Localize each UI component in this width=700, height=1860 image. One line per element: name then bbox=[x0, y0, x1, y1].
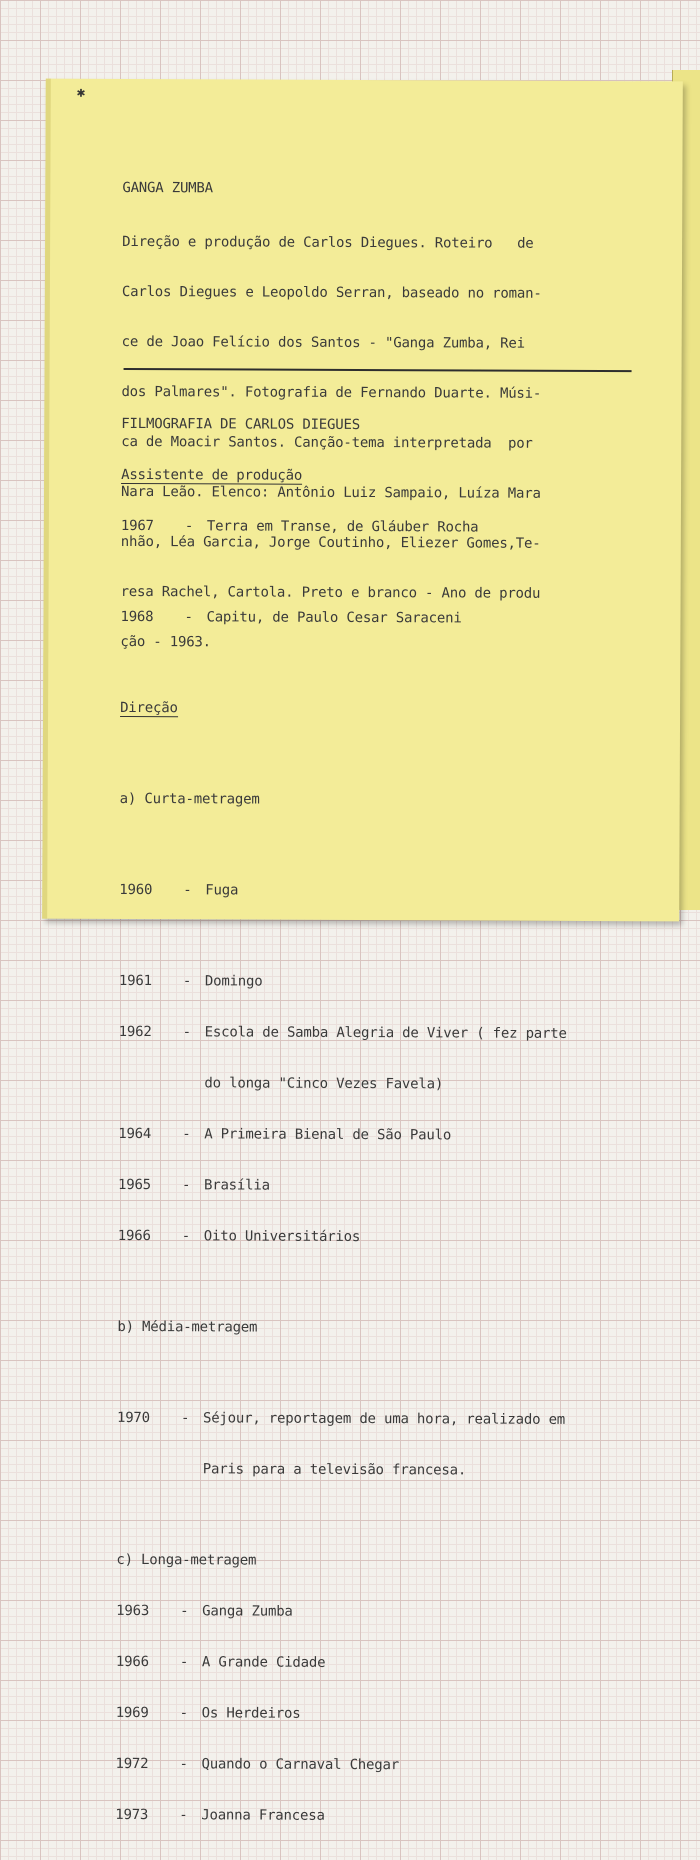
list-item-continuation: Paris para a televisão francesa. bbox=[202, 1461, 467, 1479]
media-heading: b) Média-metragem bbox=[117, 1318, 258, 1336]
list-item: 1969 - Os Herdeiros bbox=[115, 1704, 301, 1722]
list-item: 1961 - Domingo bbox=[118, 972, 263, 990]
list-item: 1966 - Oito Universitários bbox=[117, 1227, 361, 1245]
list-item-continuation: do longa "Cinco Vezes Favela) bbox=[204, 1075, 444, 1093]
list-item: 1963 - Ganga Zumba bbox=[116, 1602, 293, 1620]
list-item: 1968 - Capitu, de Paulo Cesar Saraceni bbox=[120, 608, 462, 627]
list-item: 1970 - Séjour, reportagem de uma hora, realizado em bbox=[116, 1409, 566, 1428]
synopsis-line: ca de Moacir Santos. Canção-tema interpretada por bbox=[121, 433, 533, 452]
synopsis-line: dos Palmares". Fotografia de Fernando Duarte. Músi- bbox=[121, 383, 542, 402]
filmography-heading: FILMOGRAFIA DE CARLOS DIEGUES bbox=[121, 415, 361, 433]
list-item: 1967 - Terra em Transe, de Gláuber Rocha bbox=[120, 517, 479, 536]
punch-mark: ✱ bbox=[76, 84, 86, 101]
synopsis-line: nhão, Léa Garcia, Jorge Coutinho, Eliezer Gomes,Te- bbox=[120, 533, 541, 552]
direcao-heading: Direção bbox=[120, 699, 178, 717]
curta-heading: a) Curta-metragem bbox=[119, 790, 260, 808]
synopsis-line: ce de Joao Felício dos Santos - "Ganga Zumba, Rei bbox=[121, 333, 525, 352]
synopsis-line: Nara Leão. Elenco: Antônio Luiz Sampaio, Luíza Mara bbox=[120, 483, 541, 502]
document-page bbox=[42, 79, 683, 1824]
synopsis-line: Carlos Diegues e Leopoldo Serran, baseado no roman- bbox=[121, 283, 542, 302]
list-item: 1962 - Escola de Samba Alegria de Viver ( fez parte bbox=[118, 1023, 567, 1042]
synopsis-line: ção - 1963. bbox=[120, 633, 211, 651]
synopsis-line: resa Rachel, Cartola. Preto e branco - Ano de produ bbox=[120, 583, 541, 602]
list-item: 1960 - Fuga bbox=[119, 881, 239, 899]
list-item: 1964 - A Primeira Bienal de São Paulo bbox=[118, 1125, 452, 1144]
longa-heading: c) Longa-metragem bbox=[116, 1551, 257, 1569]
synopsis-line: Direção e produção de Carlos Diegues. Roteiro de bbox=[122, 233, 534, 252]
list-item: 1965 - Brasília bbox=[117, 1176, 270, 1194]
assist-heading: Assistente de produção bbox=[121, 466, 303, 484]
list-item: 1966 - A Grande Cidade bbox=[115, 1653, 326, 1671]
filmography bbox=[115, 382, 570, 1860]
list-item: 1973 - Joanna Francesa bbox=[115, 1806, 325, 1824]
film-title: GANGA ZUMBA bbox=[122, 179, 213, 197]
list-item: 1972 - Quando o Carnaval Chegar bbox=[115, 1755, 400, 1774]
